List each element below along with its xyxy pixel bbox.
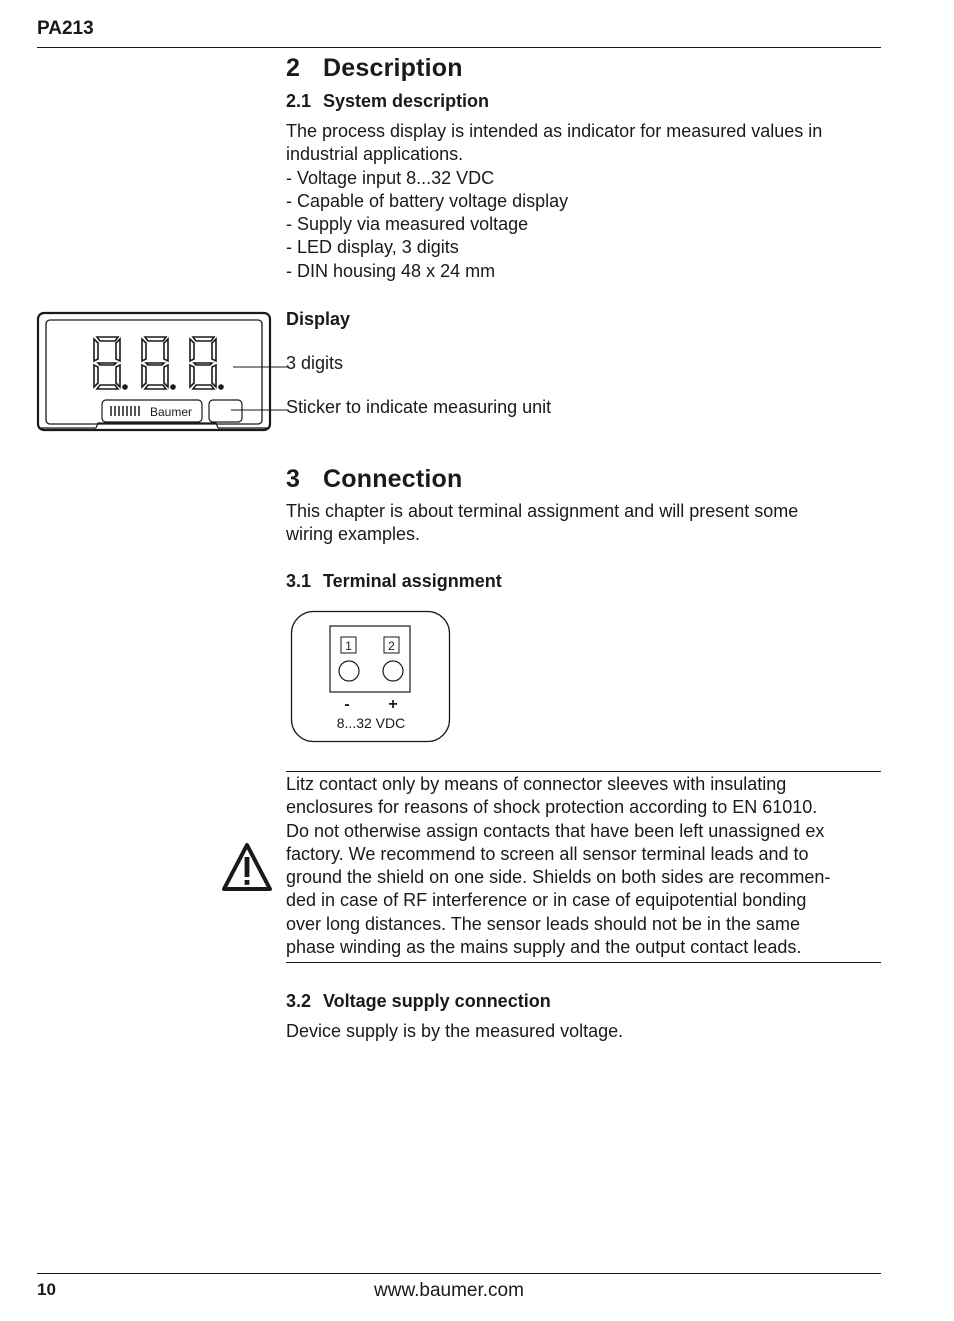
section-3-1-title: Terminal assignment <box>323 571 502 591</box>
section-2-heading <box>286 54 463 83</box>
system-description-text <box>286 120 822 283</box>
warning-triangle-icon <box>221 842 273 892</box>
section-3-2-title: Voltage supply connection <box>323 991 551 1011</box>
warning-line: ground the shield on one side. Shields on both sides are recommen- <box>286 867 831 888</box>
terminal-1-number: 1 <box>345 639 352 653</box>
voltage-supply-text: Device supply is by the measured voltage. <box>286 1021 624 1041</box>
feature-item: - Voltage input 8...32 VDC <box>286 167 495 188</box>
section-2-number: 2 <box>286 54 301 82</box>
terminal-block <box>330 626 410 692</box>
connection-intro-text <box>286 500 798 547</box>
terminal-1-polarity: - <box>344 696 350 713</box>
warning-line: phase winding as the mains supply and the output contact leads. <box>286 937 802 958</box>
warning-bottom-rule <box>286 962 881 963</box>
feature-item: - Capable of battery voltage display <box>286 190 569 211</box>
terminal-2-screw-icon <box>383 661 403 681</box>
warning-top-rule <box>286 771 881 772</box>
page-number: 10 <box>37 1280 56 1299</box>
sticker-label: Sticker to indicate measuring unit <box>286 397 552 417</box>
digits-label: 3 digits <box>286 353 344 373</box>
section-3-2-heading <box>286 991 551 1012</box>
warning-line: Do not otherwise assign contacts that have been left unassigned ex <box>286 820 825 841</box>
intro-line: This chapter is about terminal assignment and will present some <box>286 501 799 521</box>
section-2-1-number: 2.1 <box>286 91 312 111</box>
display-subheading: Display <box>286 309 351 329</box>
intro-line: industrial applications. <box>286 144 464 165</box>
warning-line: over long distances. The sensor leads should not be in the same <box>286 913 800 934</box>
feature-item: - LED display, 3 digits <box>286 237 459 258</box>
warning-line: factory. We recommend to screen all sensor terminal leads and to <box>286 843 809 864</box>
section-3-2-number: 3.2 <box>286 991 312 1011</box>
section-3-heading <box>286 465 463 494</box>
section-3-1-number: 3.1 <box>286 571 312 591</box>
header-rule <box>37 47 881 48</box>
section-2-1-heading <box>286 91 489 112</box>
terminal-diagram <box>290 610 452 744</box>
section-3-number: 3 <box>286 465 301 493</box>
section-3-title: Connection <box>323 465 463 493</box>
footer-rule <box>37 1273 881 1274</box>
feature-item: - DIN housing 48 x 24 mm <box>286 260 496 281</box>
footer-url-link[interactable]: www.baumer.com <box>374 1280 524 1301</box>
unit-sticker-area <box>209 400 242 422</box>
section-2-title: Description <box>323 54 463 82</box>
brand-name: Baumer <box>150 405 193 419</box>
warning-line: Litz contact only by means of connector sleeves with insulating <box>286 774 787 794</box>
section-3-1-heading <box>286 571 502 592</box>
document-product-name: PA213 <box>37 18 94 39</box>
warning-line: ded in case of RF interference or in case of equipotential bonding <box>286 890 807 911</box>
terminal-2-number: 2 <box>388 639 395 653</box>
section-2-1-title: System description <box>323 91 490 111</box>
terminal-1-screw-icon <box>339 661 359 681</box>
warning-line: enclosures for reasons of shock protection according to EN 61010. <box>286 797 818 818</box>
supply-voltage-label: 8...32 VDC <box>336 715 406 731</box>
warning-text <box>286 773 830 959</box>
feature-item: - Supply via measured voltage <box>286 214 529 235</box>
terminal-2-polarity: + <box>388 696 398 713</box>
intro-line: The process display is intended as indicator for measured values in <box>286 121 823 141</box>
display-figure <box>36 311 288 433</box>
intro-line: wiring examples. <box>286 524 421 545</box>
